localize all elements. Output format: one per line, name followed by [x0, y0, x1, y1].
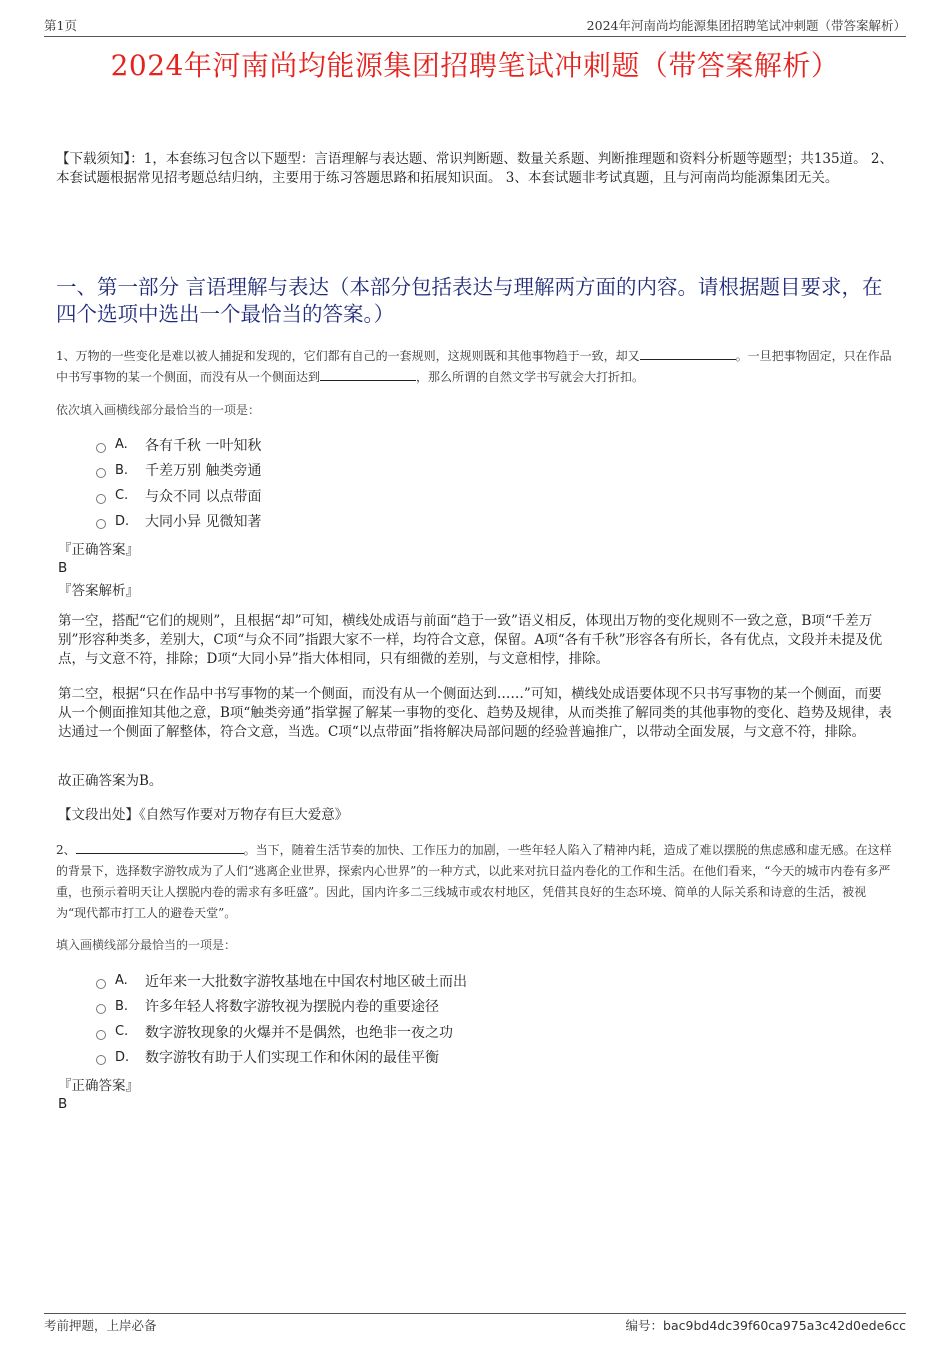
document-code: bac9bd4dc39f60ca975a3c42d0ede6cc — [663, 1318, 906, 1333]
radio-icon[interactable] — [96, 1004, 106, 1014]
question-1-options — [96, 432, 261, 534]
question-1-analysis-p2: 第二空，根据“只在作品中书写事物的某一个侧面，而没有从一个侧面达到……”可知，横线处成语要体现不只书写事物的某一个侧面，而要从一个侧面推知其他之意，B项“触类旁通”指掌握了解某一事物的变化、趋势及规律，从而类推了解同类的其他事物的变化、趋势及规律，表达通过一个侧面了解整体，符合文意，当选。C项“以点带面”指将解决局部问题的经验普遍推广，以带动全面发展，与文意不符，排除。 — [58, 686, 892, 740]
radio-icon[interactable] — [96, 494, 106, 504]
question-1-option-b[interactable]: B. 千差万别 触类旁通 — [96, 458, 261, 484]
radio-icon[interactable] — [96, 1055, 106, 1065]
question-2-stem — [56, 840, 894, 924]
question-2-option-c[interactable]: C. 数字游牧现象的火爆并不是偶然，也绝非一夜之功 — [96, 1019, 467, 1045]
document-title: 2024年河南尚均能源集团招聘笔试冲刺题（带答案解析） — [110, 49, 840, 82]
question-2-text-b: 。当下，随着生活节奏的加快、工作压力的加剧，一些年轻人陷入了精神内耗，造成了难以摆脱的焦虑感和虚无感。在这样的背景下，选择数字游牧成为了人们“逃离企业世界，探索内心世界”的一种方式，以此来对抗日益内卷化的工作和生活。在他们看来，“今天的城市内卷有多严重，也预示着明天让人摆脱内卷的需求有多旺盛”。因此，国内许多二三线城市或农村地区，凭借其良好的生态环境、简单的人际关系和诗意的生活，被视为“现代都市打工人的避卷天堂”。 — [56, 843, 892, 920]
question-1-answer: B — [58, 560, 68, 576]
radio-icon[interactable] — [96, 519, 106, 529]
question-1-analysis-p1: 第一空，搭配“它们的规则”，且根据“却”可知，横线处成语与前面“趋于一致”语义相反，体现出万物的变化规则不一致之意，B项“千差万别”形容种类多，差别大，C项“与众不同”指跟大家不一样，均符合文意，保留。A项“各有千秋”形容各有所长，各有优点，文段并未提及优点，与文意不符，排除；D项“大同小异”指大体相同，只有细微的差别，与文意相悖，排除。 — [58, 613, 883, 667]
header-doc-title: 2024年河南尚均能源集团招聘笔试冲刺题（带答案解析） — [586, 18, 906, 33]
footer-code: 编号：bac9bd4dc39f60ca975a3c42d0ede6cc — [625, 1318, 906, 1333]
question-1-text-b: 。一旦把事物固定，只在作品中书写事物的某一个侧面，而没有从一个侧面达到 — [56, 349, 892, 384]
question-2-text-a: 2、 — [56, 843, 76, 857]
footer-slogan: 考前押题，上岸必备 — [44, 1318, 157, 1333]
page-header — [44, 14, 906, 37]
question-2-option-d[interactable]: D. 数字游牧有助于人们实现工作和休闲的最佳平衡 — [96, 1045, 467, 1071]
question-1-instruction: 依次填入画横线部分最恰当的一项是： — [56, 403, 261, 417]
download-notice: 【下载须知】：1，本套练习包含以下题型：言语理解与表达题、常识判断题、数量关系题、判断推理题和资料分析题等题型；共135道。 2、本套试题根据常见招考题总结归纳，主要用于练习答题思路和拓展知识面。 3、本套试题非考试真题，且与河南尚均能源集团无关。 — [56, 151, 893, 186]
question-1-option-a[interactable]: A. 各有千秋 一叶知秋 — [96, 432, 261, 458]
question-1-text-c: ，那么所谓的自然文学书写就会大打折扣。 — [416, 370, 645, 384]
question-1-blank-2 — [320, 368, 416, 381]
question-1-stem — [56, 346, 894, 388]
question-1-text-a: 1、万物的一些变化是难以被人捕捉和发现的，它们都有自己的一套规则，这规则既和其他事物趋于一致，却又 — [56, 349, 640, 363]
question-1-source: 【文段出处】《自然写作要对万物存有巨大爱意》 — [58, 807, 349, 823]
question-2-options — [96, 968, 467, 1070]
page-number: 第1页 — [44, 18, 77, 33]
radio-icon[interactable] — [96, 1030, 106, 1040]
question-1-analysis-label: 『答案解析』 — [58, 583, 139, 599]
question-1-answer-label: 『正确答案』 — [58, 542, 139, 558]
question-1-blank-1 — [640, 347, 736, 360]
question-2-answer: B — [58, 1096, 68, 1112]
question-2-instruction: 填入画横线部分最恰当的一项是： — [56, 938, 237, 952]
question-1-conclusion: 故正确答案为B。 — [58, 773, 163, 789]
question-2-blank — [76, 841, 244, 854]
section-title: 一、第一部分 言语理解与表达（本部分包括表达与理解两方面的内容。请根据题目要求，在四个选项中选出一个最恰当的答案。） — [56, 275, 883, 326]
page-footer — [44, 1313, 906, 1334]
radio-icon[interactable] — [96, 443, 106, 453]
question-1-option-d[interactable]: D. 大同小异 见微知著 — [96, 509, 261, 535]
radio-icon[interactable] — [96, 468, 106, 478]
question-2-option-a[interactable]: A. 近年来一大批数字游牧基地在中国农村地区破土而出 — [96, 968, 467, 994]
question-1-option-c[interactable]: C. 与众不同 以点带面 — [96, 483, 261, 509]
radio-icon[interactable] — [96, 979, 106, 989]
question-2-option-b[interactable]: B. 许多年轻人将数字游牧视为摆脱内卷的重要途径 — [96, 994, 467, 1020]
question-2-answer-label: 『正确答案』 — [58, 1078, 139, 1094]
